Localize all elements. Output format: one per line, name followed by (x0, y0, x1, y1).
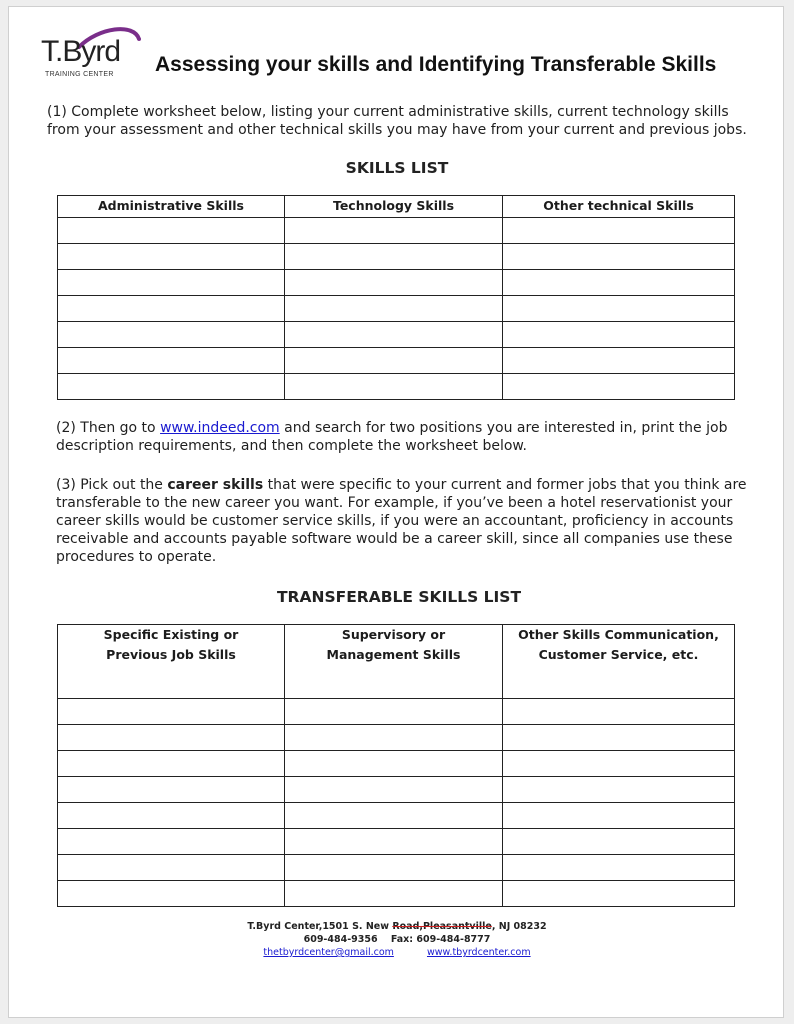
footer-address-struck: Road,Pleasantville (392, 921, 492, 932)
footer-address-start: T.Byrd Center,1501 S. New (247, 921, 393, 932)
table-cell[interactable] (58, 803, 285, 829)
table-cell[interactable] (503, 829, 735, 855)
table-cell[interactable] (58, 855, 285, 881)
instruction-2-text: (2) Then go to (56, 420, 161, 436)
instruction-2-text-end: and search for two positions you are interested in, print the job description requirements, and then complete the worksheet below. (56, 420, 728, 454)
table-row (58, 322, 735, 348)
table-cell[interactable] (58, 881, 285, 907)
table-cell[interactable] (58, 777, 285, 803)
transferable-skills-title: TRANSFERABLE SKILLS LIST (276, 588, 522, 606)
table-cell[interactable] (503, 803, 735, 829)
table-row (58, 348, 735, 374)
column-header: Technology Skills (285, 196, 503, 218)
skills-list-title: SKILLS LIST (345, 159, 449, 177)
table-cell[interactable] (58, 270, 285, 296)
skills-list-table (57, 195, 735, 400)
table-cell[interactable] (503, 777, 735, 803)
table-cell[interactable] (58, 374, 285, 400)
transferable-skills-table (57, 624, 735, 907)
column-header: Other technical Skills (503, 196, 735, 218)
footer-address-end: , NJ 08232 (491, 921, 547, 932)
table-cell[interactable] (58, 348, 285, 374)
table-cell[interactable] (58, 699, 285, 725)
table-cell[interactable] (285, 322, 503, 348)
table-cell[interactable] (503, 699, 735, 725)
footer-links (9, 946, 785, 959)
table-cell[interactable] (285, 829, 503, 855)
footer-email-link[interactable]: thetbyrdcenter@gmail.com (263, 947, 394, 958)
table-cell[interactable] (285, 881, 503, 907)
table-row (58, 881, 735, 907)
table-row (58, 374, 735, 400)
tbyrd-logo (39, 25, 149, 85)
table-cell[interactable] (503, 881, 735, 907)
table-cell[interactable] (285, 218, 503, 244)
career-skills-emphasis: career skills (167, 477, 264, 493)
instruction-3 (56, 476, 761, 566)
table-cell[interactable] (58, 218, 285, 244)
footer-address (9, 920, 785, 933)
table-cell[interactable] (285, 348, 503, 374)
table-cell[interactable] (285, 803, 503, 829)
table-row (58, 218, 735, 244)
table-cell[interactable] (503, 322, 735, 348)
table-cell[interactable] (285, 751, 503, 777)
instruction-2 (56, 419, 756, 455)
table-cell[interactable] (58, 829, 285, 855)
table-row (58, 296, 735, 322)
table-cell[interactable] (503, 855, 735, 881)
table-cell[interactable] (58, 296, 285, 322)
footer-phone: 609-484-9356 (303, 934, 378, 945)
table-row (58, 855, 735, 881)
table-cell[interactable] (503, 751, 735, 777)
table-cell[interactable] (58, 725, 285, 751)
table-cell[interactable] (58, 322, 285, 348)
table-cell[interactable] (285, 855, 503, 881)
logo-subtitle: TRAINING CENTER (45, 71, 114, 78)
table-header-row (58, 625, 735, 699)
logo-text: T.Byrd (41, 35, 121, 68)
table-cell[interactable] (503, 244, 735, 270)
table-cell[interactable] (58, 751, 285, 777)
table-row (58, 244, 735, 270)
table-row (58, 777, 735, 803)
table-cell[interactable] (285, 244, 503, 270)
footer-phone-line (9, 933, 785, 946)
table-cell[interactable] (503, 725, 735, 751)
table-cell[interactable] (58, 244, 285, 270)
column-header: Specific Existing or Previous Job Skills (58, 625, 285, 699)
table-row (58, 803, 735, 829)
table-cell[interactable] (503, 374, 735, 400)
table-cell[interactable] (503, 348, 735, 374)
instruction-3-text-end: that were specific to your current and former jobs that you think are transferable to the new career you want. For example, if you’ve been a hotel reservationist your career skills would be customer service skills, if you were an accountant, proficiency in accounts receivable and accounts payable software would be a career skill, since all companies use these procedures to operate. (56, 477, 747, 565)
table-cell[interactable] (503, 296, 735, 322)
table-header-row (58, 196, 735, 218)
table-cell[interactable] (285, 725, 503, 751)
table-cell[interactable] (285, 699, 503, 725)
instruction-1: (1) Complete worksheet below, listing your current administrative skills, current technology skills from your assessment and other technical skills you may have from your current and previous jobs. (47, 104, 747, 138)
table-cell[interactable] (285, 270, 503, 296)
table-cell[interactable] (503, 270, 735, 296)
table-cell[interactable] (285, 374, 503, 400)
table-row (58, 725, 735, 751)
document-page (8, 6, 784, 1018)
table-row (58, 751, 735, 777)
instruction-3-text: (3) Pick out the (56, 477, 168, 493)
table-cell[interactable] (285, 296, 503, 322)
table-row (58, 270, 735, 296)
page-title: Assessing your skills and Identifying Transferable Skills (155, 53, 717, 76)
footer-fax: Fax: 609-484-8777 (390, 934, 491, 945)
column-header: Other Skills Communication, Customer Service, etc. (503, 625, 735, 699)
column-header: Administrative Skills (58, 196, 285, 218)
table-cell[interactable] (285, 777, 503, 803)
table-cell[interactable] (503, 218, 735, 244)
footer-website-link[interactable]: www.tbyrdcenter.com (426, 947, 531, 958)
table-row (58, 829, 735, 855)
column-header: Supervisory or Management Skills (285, 625, 503, 699)
indeed-link[interactable]: www.indeed.com (160, 420, 280, 436)
table-row (58, 699, 735, 725)
